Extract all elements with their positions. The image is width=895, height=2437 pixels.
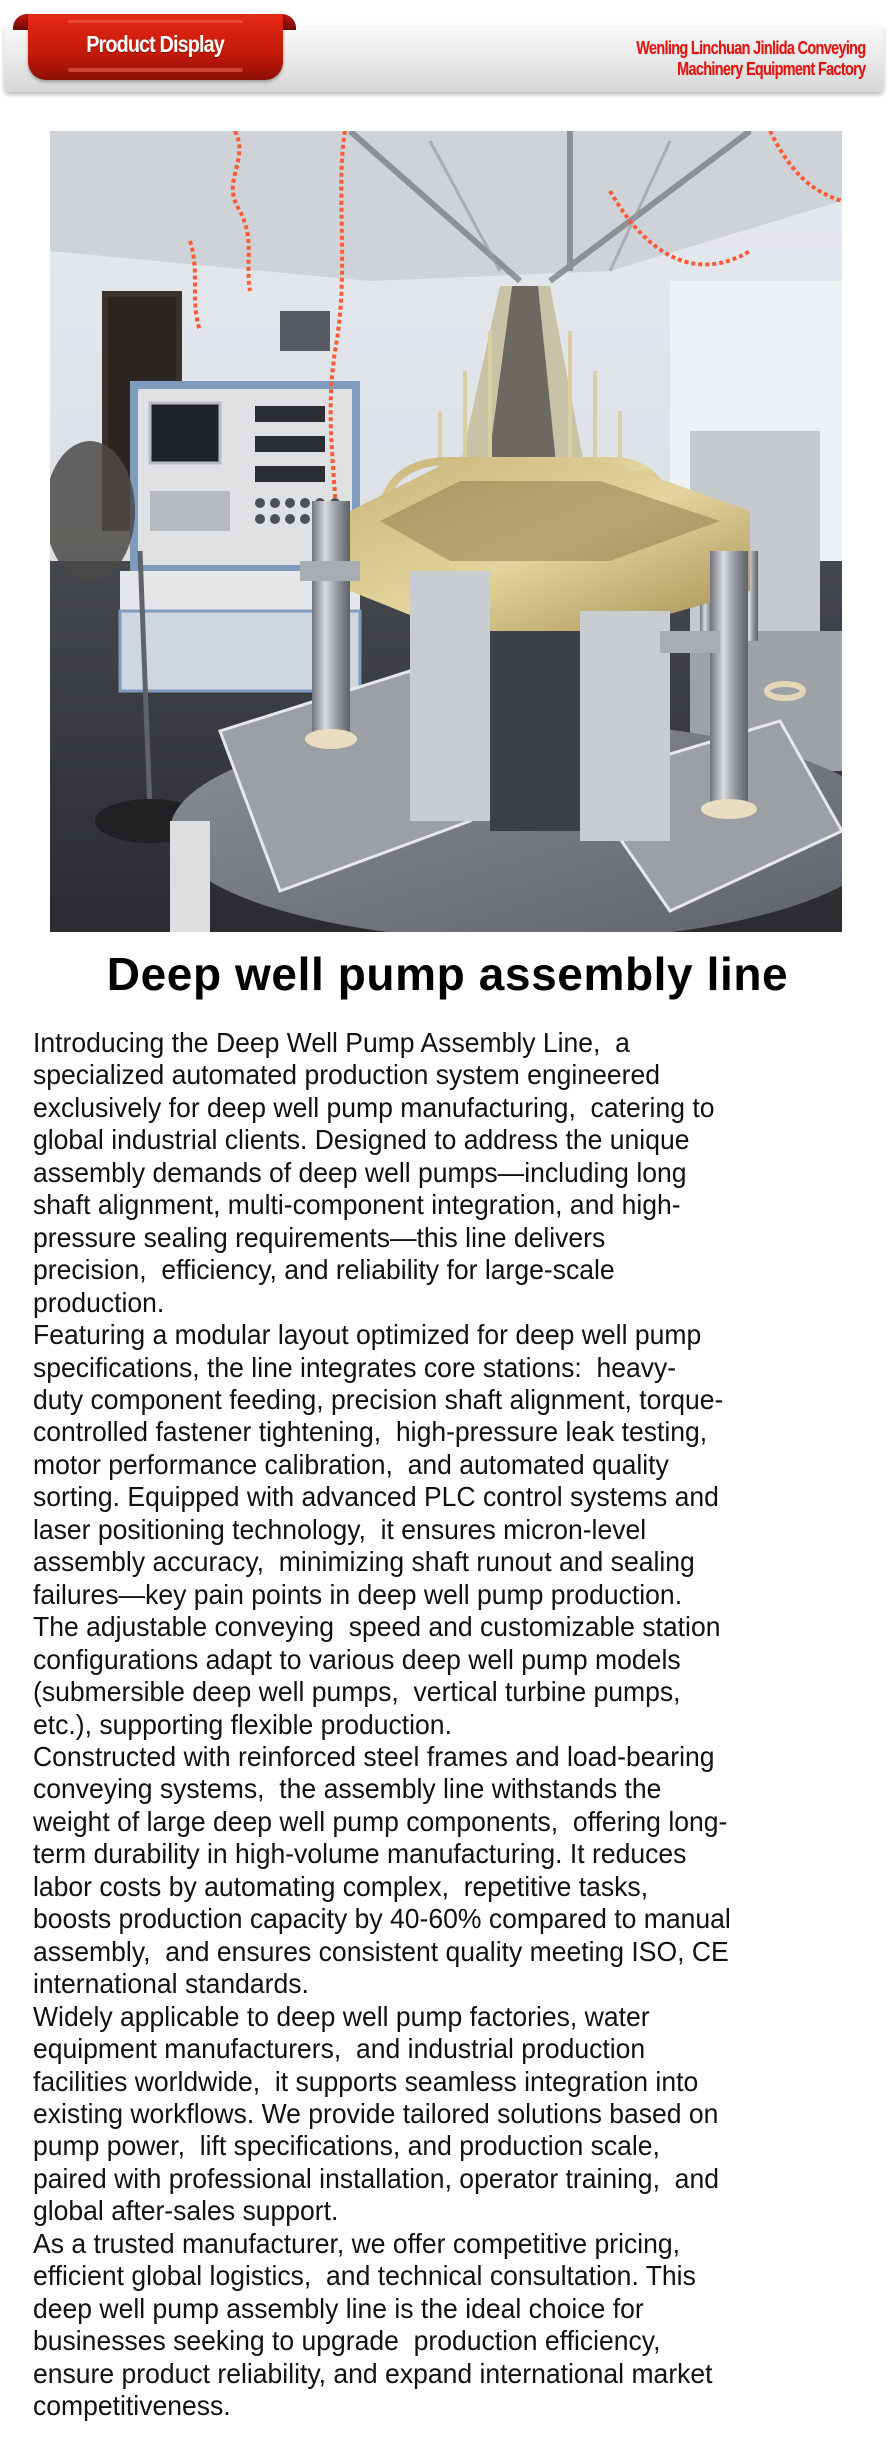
product-title: Deep well pump assembly line bbox=[106, 948, 789, 1000]
description-line: weight of large deep well pump components, offering long- bbox=[33, 1805, 728, 1837]
description-line: pump power, lift specifications, and production scale, bbox=[33, 2130, 660, 2162]
description-line: boosts production capacity by 40-60% compared to manual bbox=[33, 1903, 731, 1935]
description-paragraph bbox=[33, 2001, 895, 2228]
description-line: (submersible deep well pumps, vertical turbine pumps, bbox=[33, 1676, 681, 1708]
section-ribbon bbox=[28, 14, 283, 80]
description-line: competitiveness. bbox=[33, 2390, 231, 2422]
product-photo bbox=[50, 131, 842, 932]
description-line: motor performance calibration, and automated quality bbox=[33, 1448, 669, 1480]
description-line: equipment manufacturers, and industrial production bbox=[33, 2033, 646, 2065]
description-line: conveying systems, the assembly line withstands the bbox=[33, 1773, 662, 1805]
description-line: deep well pump assembly line is the ideal choice for bbox=[33, 2292, 644, 2324]
description-line: efficient global logistics, and technical consultation. This bbox=[33, 2260, 696, 2292]
description-paragraph bbox=[33, 1027, 895, 1319]
description-line: term durability in high-volume manufacturing. It reduces bbox=[33, 1838, 687, 1870]
company-name-line-2: Machinery Equipment Factory bbox=[676, 59, 865, 79]
description-line: etc.), supporting flexible production. bbox=[33, 1708, 452, 1740]
description-line: paired with professional installation, operator training, and bbox=[33, 2162, 719, 2194]
description-line: assembly accuracy, minimizing shaft runout and sealing bbox=[33, 1546, 695, 1578]
description-line: ensure product reliability, and expand international market bbox=[33, 2357, 713, 2389]
description-line: assembly, and ensures consistent quality meeting ISO, CE bbox=[33, 1935, 729, 1967]
description-line: assembly demands of deep well pumps—including long bbox=[33, 1156, 687, 1188]
description-line: labor costs by automating complex, repetitive tasks, bbox=[33, 1870, 649, 1902]
description-line: configurations adapt to various deep well pump models bbox=[33, 1643, 681, 1675]
description-line: precision, efficiency, and reliability for large-scale bbox=[33, 1254, 615, 1286]
description-line: global after-sales support. bbox=[33, 2195, 339, 2227]
product-display-banner bbox=[0, 0, 895, 110]
assembly-line-image bbox=[50, 131, 842, 932]
description-line: shaft alignment, multi-component integration, and high- bbox=[33, 1189, 681, 1221]
description-line: The adjustable conveying speed and customizable station bbox=[33, 1611, 721, 1643]
description-line: Constructed with reinforced steel frames and load-bearing bbox=[33, 1740, 715, 1772]
description-line: specifications, the line integrates core stations: heavy- bbox=[33, 1351, 677, 1383]
description-line: As a trusted manufacturer, we offer competitive pricing, bbox=[33, 2227, 681, 2259]
product-description bbox=[33, 1027, 895, 2422]
description-paragraph bbox=[33, 1741, 895, 2001]
description-line: controlled fastener tightening, high-pressure leak testing, bbox=[33, 1416, 708, 1448]
description-line: Introducing the Deep Well Pump Assembly Line, a bbox=[33, 1027, 630, 1058]
description-line: sorting. Equipped with advanced PLC control systems and bbox=[33, 1481, 719, 1513]
description-paragraph bbox=[33, 1319, 895, 1741]
description-paragraph bbox=[33, 2228, 895, 2423]
description-line: production. bbox=[33, 1286, 165, 1318]
description-line: existing workflows. We provide tailored solutions based on bbox=[33, 2097, 719, 2129]
section-label: Product Display bbox=[86, 30, 225, 57]
description-line: Widely applicable to deep well pump factories, water bbox=[33, 2000, 650, 2032]
description-line: facilities worldwide, it supports seamless integration into bbox=[33, 2065, 699, 2097]
description-line: exclusively for deep well pump manufacturing, catering to bbox=[33, 1091, 715, 1123]
description-line: specialized automated production system engineered bbox=[33, 1059, 660, 1091]
description-line: failures—key pain points in deep well pump production. bbox=[33, 1578, 683, 1610]
company-name bbox=[636, 38, 865, 80]
description-line: international standards. bbox=[33, 1968, 309, 2000]
description-line: duty component feeding, precision shaft alignment, torque- bbox=[33, 1383, 724, 1415]
description-line: global industrial clients. Designed to address the unique bbox=[33, 1124, 690, 1156]
description-line: pressure sealing requirements—this line delivers bbox=[33, 1221, 606, 1253]
description-line: laser positioning technology, it ensures micron-level bbox=[33, 1513, 647, 1545]
description-line: Featuring a modular layout optimized for deep well pump bbox=[33, 1319, 702, 1351]
company-name-line-1: Wenling Linchuan Jinlida Conveying bbox=[635, 38, 865, 58]
description-line: businesses seeking to upgrade production efficiency, bbox=[33, 2325, 661, 2357]
